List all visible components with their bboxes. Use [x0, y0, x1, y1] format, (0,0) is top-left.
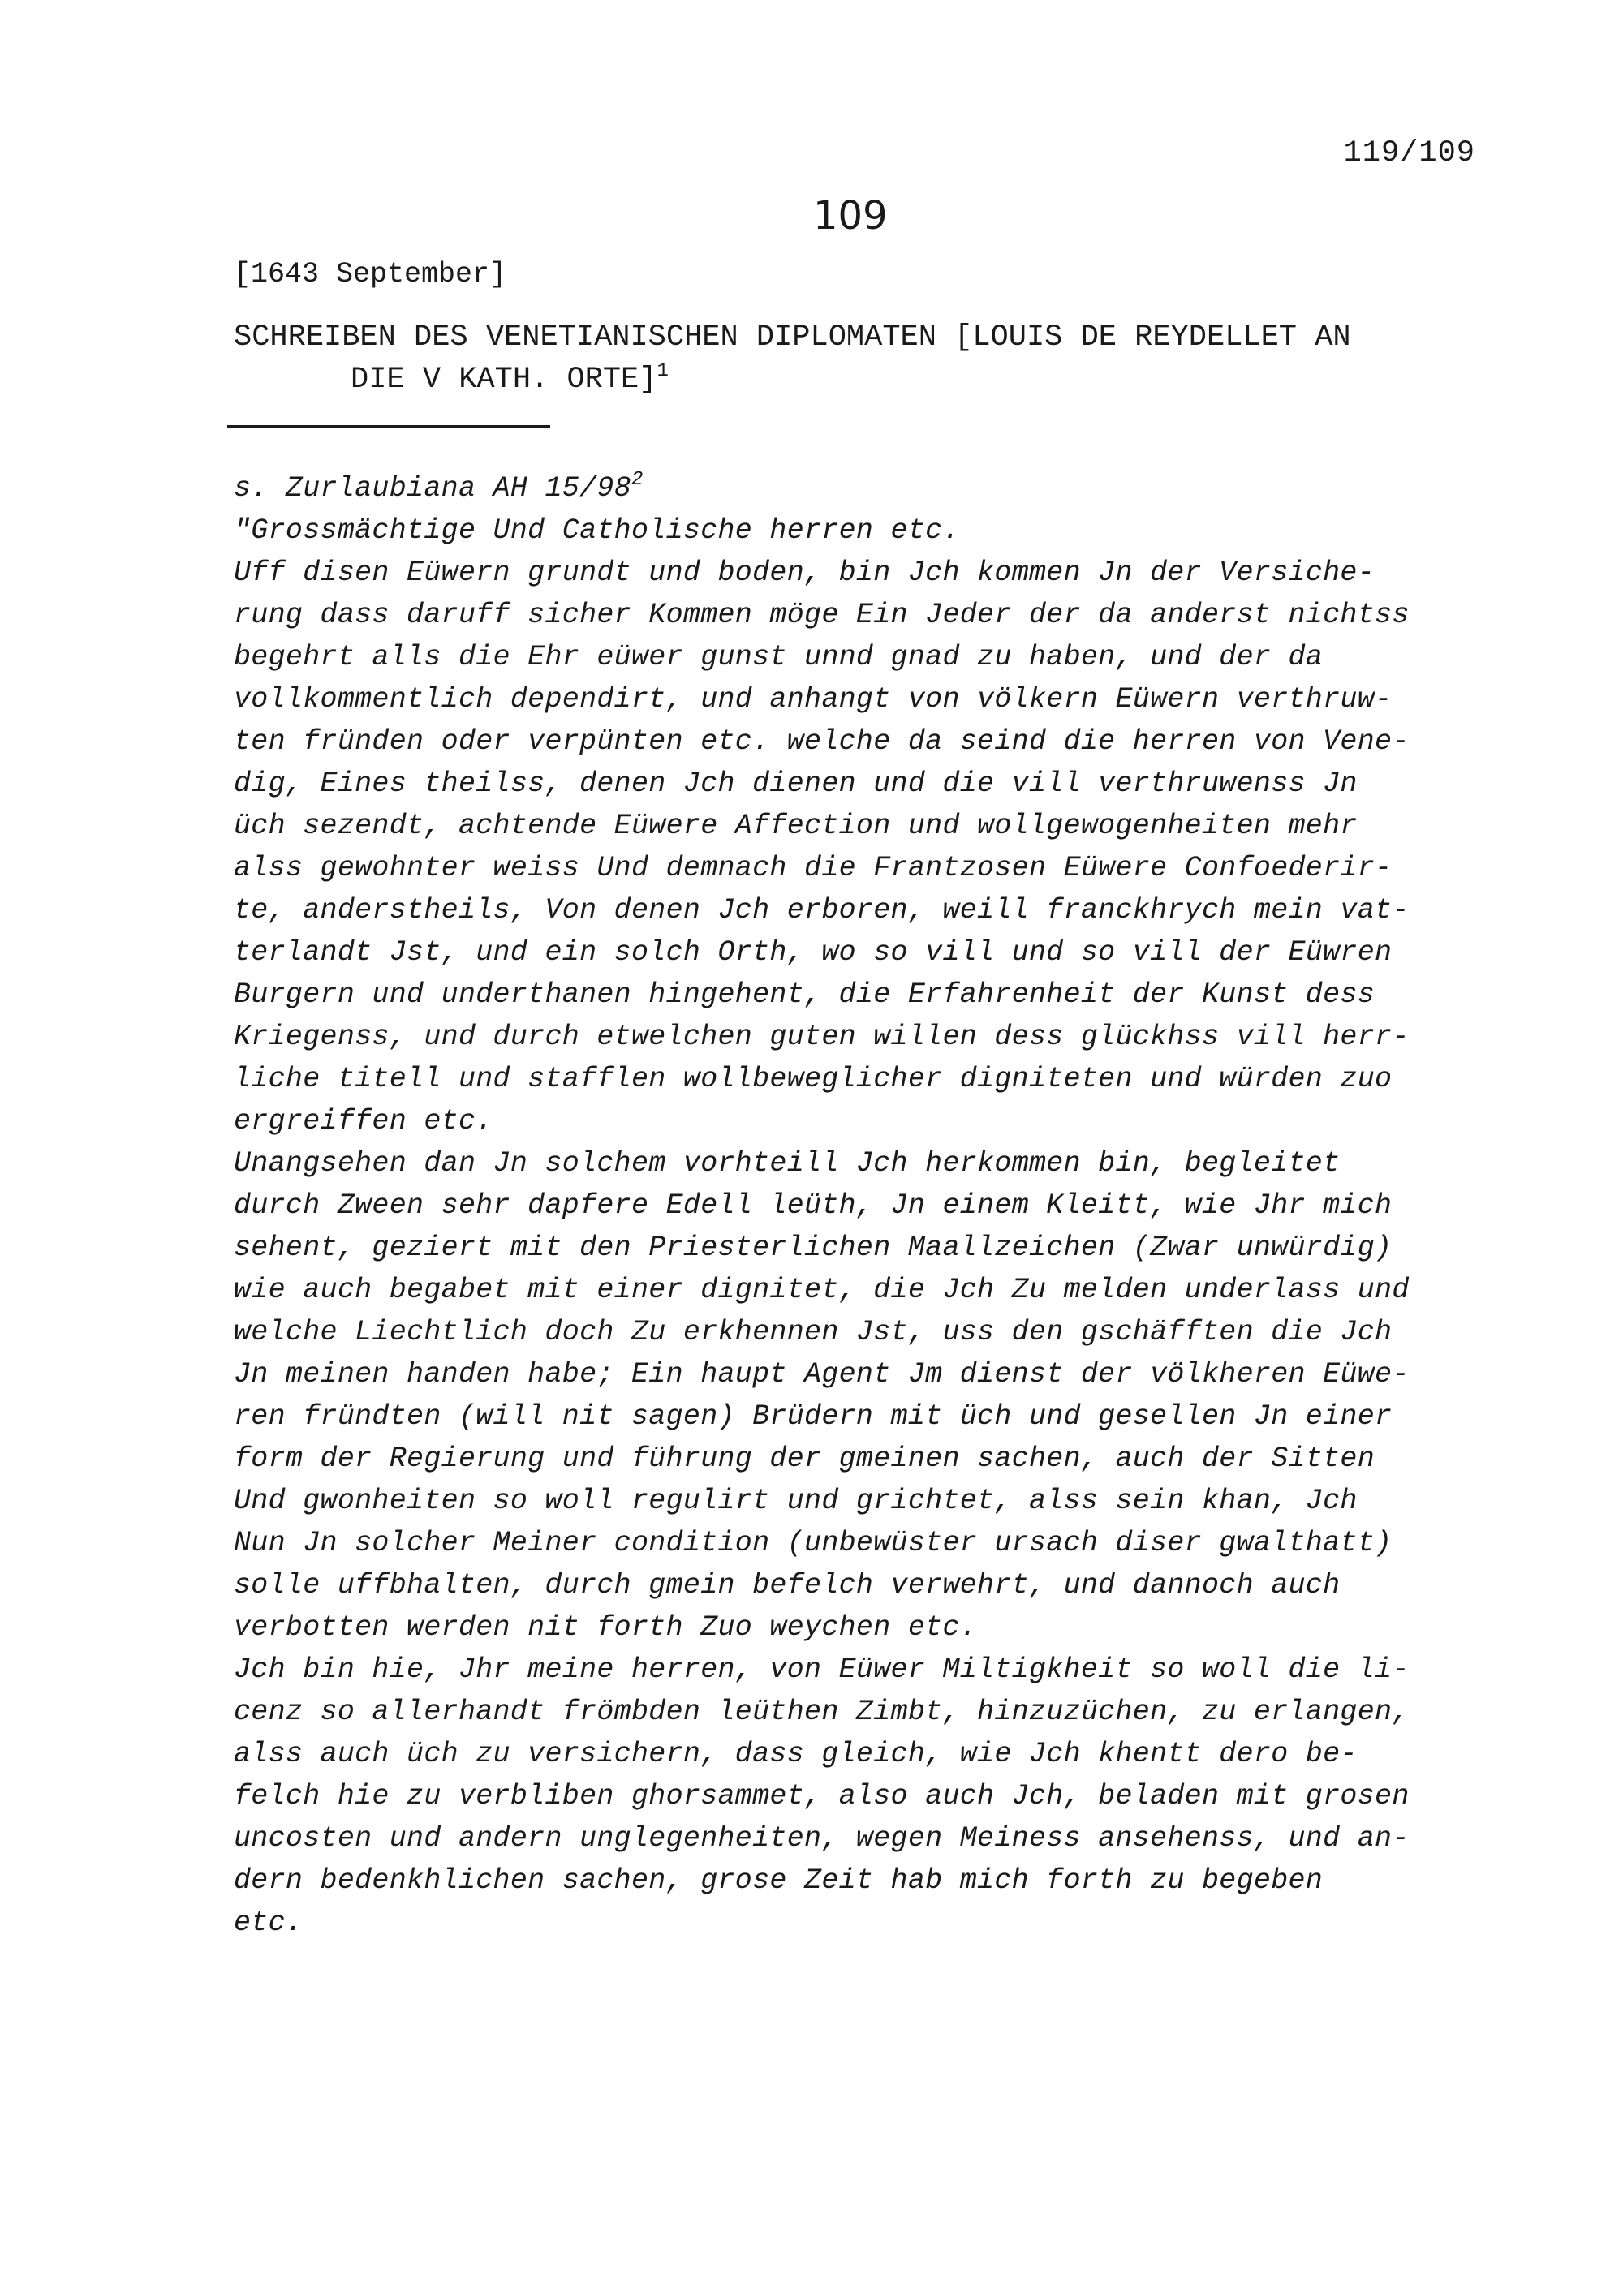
salutation: "Grossmächtige Und Catholische herren etc. — [234, 514, 960, 547]
source-text: s. Zurlaubiana AH 15/98 — [234, 472, 631, 505]
title-line-2 — [234, 359, 1483, 401]
title-line-2-text: DIE V KATH. ORTE] — [351, 363, 657, 397]
page-reference: 119/109 — [1343, 136, 1475, 170]
paragraph-1: Uff disen Eüwern grundt und boden, bin Jch kommen Jn der Versiche- rung dass daruff sicher Kommen möge Ein Jeder der da anderst nichtss begehrt alls die Ehr eüwer gunst unnd gnad zu haben, und der da vollkommentlich dependirt, und anhangt von völkern Eüwern verthruw- ten fründen oder verpünten etc. welche da seind die herren von Vene- dig, Eines theilss, denen Jch dienen und die vill verthruwenss Jn üch sezendt, achtende Eüwere Affection und wollgewogenheiten mehr alss gewohnter weiss Und demnach die Frantzosen Eüwere Confoederir- te, anderstheils, Von denen Jch erboren, weill franckhrych mein vat- terlandt Jst, und ein solch Orth, wo so vill und so vill der Eüwren Burgern und underthanen hingehent, die Erfahrenheit der Kunst dess Kriegenss, und durch etwelchen guten willen dess glückhss vill herr- liche titell und stafflen wollbeweglicher digniteten und würden zuo ergreiffen etc. — [234, 557, 1410, 1137]
footnote-divider — [227, 425, 550, 428]
source-footnote-marker: 2 — [631, 469, 644, 491]
title-line-1: SCHREIBEN DES VENETIANISCHEN DIPLOMATEN [LOUIS DE REYDELLET AN — [234, 320, 1351, 355]
document-title — [234, 316, 1483, 401]
document-body — [234, 467, 1500, 1944]
document-number: 109 — [813, 193, 888, 239]
title-footnote-marker: 1 — [657, 360, 669, 382]
paragraph-2: Unangsehen dan Jn solchem vorhteill Jch herkommen bin, begleitet durch Zween sehr dapfere Edell leüth, Jn einem Kleitt, wie Jhr mich sehent, geziert mit den Priesterlichen Maallzeichen (Zwar unwürdig) wie auch begabet mit einer dignitet, die Jch Zu melden underlass und welche Liechtlich doch Zu erkhennen Jst, uss den gschäfften die Jch Jn meinen handen habe; Ein haupt Agent Jm dienst der völkheren Eüwe- ren fründten (will nit sagen) Brüdern mit üch und gesellen Jn einer form der Regierung und führung der gmeinen sachen, auch der Sitten Und gwonheiten so woll regulirt und grichtet, alss sein khan, Jch Nun Jn solcher Meiner condition (unbewüster ursach diser gwalthatt) solle uffbhalten, durch gmein befelch verwehrt, und dannoch auch verbotten werden nit forth Zuo weychen etc. — [234, 1147, 1410, 1644]
document-date: [1643 September] — [234, 258, 507, 290]
paragraph-3: Jch bin hie, Jhr meine herren, von Eüwer Miltigkheit so woll die li- cenz so allerhandt frömbden leüthen Zimbt, hinzuzüchen, zu erlangen, alss auch üch zu versichern, dass gleich, wie Jch khentt dero be- felch hie zu verbliben ghorsammet, also auch Jch, beladen mit grosen uncosten und andern unglegenheiten, wegen Meiness ansehenss, und an- dern bedenkhlichen sachen, grose Zeit hab mich forth zu begeben etc. — [234, 1653, 1410, 1939]
source-reference — [234, 467, 1500, 510]
